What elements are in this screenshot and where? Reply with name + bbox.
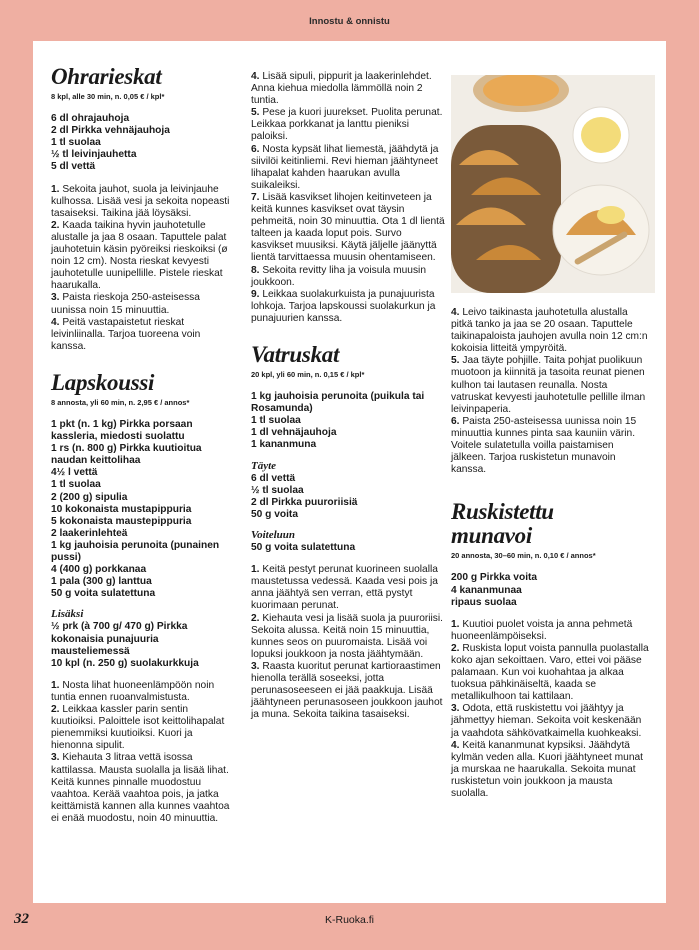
step: 4. Lisää sipuli, pippurit ja laakerinlehdet. Anna kiehua miedolla lämmöllä noin 2 tuntia. (251, 71, 432, 107)
recipe-title-munavoi: Ruskistettu munavoi (451, 499, 554, 549)
ingredient: 10 kokonaista mustapippuria (51, 503, 192, 515)
ingredient: 50 g voita (251, 508, 298, 520)
vatruskat-photo (451, 75, 655, 293)
step: 7. Lisää kasvikset lihojen keitinveteen ja keitä kunnes kasvikset ovat täysin pehmeitä, noin 30 minuuttia. Ota 1 dl lientä talteen ja kaada loput pois. Survo kasvikset muusiksi. Käytä jäljelle jäänyttä lientä tarvittaessa muusin ohentamiseen. (251, 191, 445, 264)
step: 1. Keitä pestyt perunat kuorineen suolalla maustetussa vedessä. Kaada vesi pois ja anna jäähtyä sen verran, että pystyt kuorimaan perunat. (251, 564, 438, 612)
ingredient: ½ tl leivinjauhetta (51, 149, 137, 161)
step: 3. Kiehauta 3 litraa vettä isossa kattilassa. Mausta suolalla ja lisää lihat. Keitä kunnes pinnalle muodostuu vaahtoa. Kerää vaahtoa pois, ja jatka keittämistä kannen alla kunnes vaahtoa ei enää muodostu, noin 40 minuuttia. (51, 752, 230, 824)
ingredient: 2 dl Pirkka puuroriisiä (251, 496, 358, 508)
ingredient: 50 g voita sulatettuna (51, 588, 156, 600)
step: 4. Keitä kananmunat kypsiksi. Jäähdytä kylmän veden alla. Kuori jäähtyneet munat ja murskaa ne haarukalla. Sekoita munat ruskistetun voin joukkoon ja mausta suolalla. (451, 739, 643, 799)
steps-vatruskat-part2 (451, 307, 651, 476)
recipe-meta-vatruskat: 20 kpl, yli 60 min, n. 0,15 € / kpl* (251, 369, 365, 379)
step: 9. Leikkaa suolakurkuista ja punajuurista lohkoja. Tarjoa lapskoussi suolakurkun ja punajuurien kanssa. (251, 288, 436, 324)
extras-heading: Lisäksi (51, 608, 84, 621)
ingredient: 4 (400 g) porkkanaa (51, 564, 147, 576)
glaze-heading: Voiteluun (251, 529, 296, 541)
steps-lapskoussi-part1 (51, 680, 231, 825)
ingredient: 4½ l vettä (51, 467, 98, 479)
steps-ohrarieskat (51, 184, 231, 353)
filling-heading: Täyte (251, 459, 277, 472)
step: 3. Raasta kuoritut perunat kartioraastimen hienolla terällä soseeksi, jotta perunasoseeseen ei jää paakkuja. Lisää jäähtyneen perunasoseen joukkoon jauhot ja muna. Sekoita taikina tasaiseksi. (251, 660, 443, 721)
ingredient: 1 tl suolaa (51, 137, 101, 149)
ingredient: 2 laakerinlehteä (51, 527, 128, 539)
ingredient: 4 kananmunaa (451, 584, 522, 596)
step: 2. Ruskista loput voista pannulla puolastalla koko ajan sekoittaen. Varo, ettei voi pääse palamaan. Kun voi kuohahtaa ja alkaa tuoksua pähkinäiseltä, kaada se metallikulhoon tai kattilaan. (451, 642, 649, 703)
step: 1. Sekoita jauhot, suola ja leivinjauhe kulhossa. Lisää vesi ja sekoita nopeasti tasaiseksi. Taikina jää löysäksi. (51, 183, 230, 219)
ingredients-ohrarieskat (51, 113, 231, 173)
ingredient: ripaus suolaa (451, 596, 517, 608)
step: 2. Kiehauta vesi ja lisää suola ja puuroriisi. Sekoita alussa. Keitä noin 15 minuuttia, kunnes seos on puuromaista. Lisää voi lopuksi joukkoon ja nosta jäähtymään. (251, 612, 443, 660)
ingredient: 5 dl vettä (51, 161, 96, 173)
step: 5. Pese ja kuori juurekset. Puolita perunat. Leikkaa porkkanat ja lanttu pieniksi paloiksi. (251, 107, 443, 143)
ingredient: ½ tl suolaa (251, 484, 304, 496)
recipe-meta-ohrarieskat: 8 kpl, alle 30 min, n. 0,05 € / kpl* (51, 92, 165, 101)
vatruskat-illustration (451, 75, 655, 293)
section-header: Innostu & onnistu (309, 16, 390, 27)
glaze-vatruskat (251, 542, 446, 554)
ingredient: 50 g voita sulatettuna (251, 542, 356, 554)
column-middle (251, 71, 446, 721)
ingredients-lapskoussi (51, 419, 231, 600)
ingredient: 5 kokonaista maustepippuria (51, 515, 192, 527)
site-link[interactable]: K-Ruoka.fi (324, 914, 375, 926)
column-left (51, 65, 231, 825)
ingredient: 1 dl vehnäjauhoja (251, 427, 337, 439)
step: 3. Odota, että ruskistettu voi jäähtyy ja jähmettyy hieman. Sekoita voit keskenään ja vaahdota sähkövatkaimella kuohkeaksi. (451, 703, 642, 739)
filling-vatruskat (251, 473, 446, 521)
step: 3. Paista rieskoja 250-asteisessa uunissa noin 15 minuuttia. (51, 292, 200, 316)
ingredient: 1 tl suolaa (51, 479, 101, 491)
ingredient: 1 kananmuna (251, 439, 317, 451)
ingredient: 6 dl vettä (251, 472, 296, 484)
steps-vatruskat-part1 (251, 564, 446, 721)
ingredient: 1 rs (n. 800 g) Pirkka kuutioitua naudan keittolihaa (51, 443, 202, 467)
ingredient: ½ prk (à 700 g/ 470 g) Pirkka kokonaisia punajuuria mausteliemessä (51, 621, 188, 657)
ingredients-munavoi (451, 572, 651, 608)
column-right (451, 307, 651, 800)
ingredient: 1 tl suolaa (251, 415, 301, 427)
step: 2. Kaada taikina hyvin jauhotetulle alustalle ja jaa 8 osaan. Taputtele palat jauhotetuin käsin pyöreiksi rieskoiksi (ø noin 12 cm). Nosta rieskat kevyesti jauhotetulle uunipellille. Pistele rieskat haarukalla. (51, 219, 228, 292)
page-number: 32 (14, 911, 29, 927)
step: 6. Paista 250-asteisessa uunissa noin 15 minuuttia kunnes pinta saa kauniin värin. Voitele sulatetulla voilla paistamisen jälkeen. Tarjoa ruskistetun munavoin kanssa. (451, 415, 637, 476)
steps-munavoi (451, 619, 651, 800)
recipe-page (33, 41, 666, 903)
ingredient: 2 dl Pirkka vehnäjauhoja (51, 125, 170, 137)
ingredient: 6 dl ohrajauhoja (51, 113, 130, 125)
ingredient: 1 pkt (n. 1 kg) Pirkka porsaan kassleria, miedosti suolattu (51, 418, 193, 443)
ingredients-vatruskat (251, 391, 446, 451)
recipe-meta-lapskoussi: 8 annosta, yli 60 min, n. 2,95 € / annos* (51, 397, 190, 407)
step: 2. Leikkaa kassler parin sentin kuutioiksi. Paloittele isot keittolihapalat pienemmiksi kuutioiksi. Kuori ja hienonna sipulit. (51, 704, 225, 752)
step: 6. Nosta kypsät lihat liemestä, jäähdytä ja siivilöi keitinliemi. Revi hieman jäähtyneet lihapalat kahden haarukan avulla suikaleiksi. (251, 143, 439, 191)
step: 8. Sekoita revitty liha ja voisula muusin joukkoon. (251, 264, 426, 288)
step: 4. Leivo taikinasta jauhotetulla alustalla pitkä tanko ja jaa se 20 osaan. Taputtele taikinapaloista jauhojen avulla noin 12 cm:n kokoisia litteitä ympyröitä. (451, 307, 648, 355)
step: 4. Peitä vastapaistetut rieskat leivinliinalla. Tarjoa tuoreena voin kanssa. (51, 316, 201, 352)
ingredient: 1 pala (300 g) lanttua (51, 576, 152, 588)
recipe-title-lapskoussi: Lapskoussi (51, 369, 155, 395)
step: 5. Jaa täyte pohjille. Taita pohjat puolikuun muotoon ja kiinnitä ja tasoita reunat pienen kulhon tai lautasen reunalla. Nosta vatruskat kevyesti jauhotetulle pellille ilman leivinpaperia. (451, 355, 646, 415)
steps-lapskoussi-part2 (251, 71, 446, 325)
recipe-title-ohrarieskat: Ohrarieskat (51, 64, 162, 89)
ingredient: 1 kg jauhoisia perunoita (puikula tai Rosamunda) (251, 391, 425, 415)
ingredient: 1 kg jauhoisia perunoita (punainen pussi) (51, 539, 220, 563)
recipe-meta-munavoi: 20 annosta, 30–60 min, n. 0,10 € / annos* (451, 551, 596, 561)
step: 1. Kuutioi puolet voista ja anna pehmetä huoneenlämpöiseksi. (451, 618, 633, 642)
ingredient: 10 kpl (n. 250 g) suolakurkkuja (51, 657, 199, 669)
extras-lapskoussi (51, 621, 231, 669)
step: 1. Nosta lihat huoneenlämpöön noin tuntia ennen ruoanvalmistusta. (51, 679, 215, 703)
ingredient: 200 g Pirkka voita (451, 572, 538, 584)
ingredient: 2 (200 g) sipulia (51, 491, 128, 503)
recipe-title-vatruskat: Vatruskat (251, 341, 340, 367)
